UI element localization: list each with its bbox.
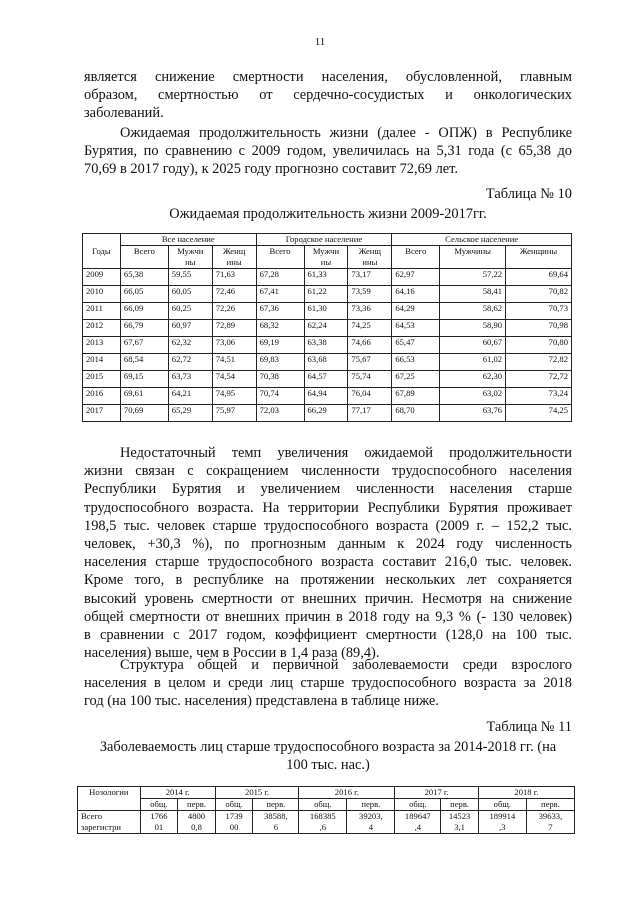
text-line: Недостаточный темп увеличения ожидаемой продолжительности — [120, 445, 572, 461]
table-row — [83, 337, 572, 354]
header-sub: перв. — [347, 799, 395, 811]
text-line: высокий уровень смертности от внешних причин. Несмотря на снижение — [84, 590, 572, 607]
header-sub: Всего — [120, 246, 168, 269]
value-cell: 67,28 — [256, 269, 304, 286]
value-cell: 66,53 — [392, 354, 440, 371]
value-cell: 74,51 — [212, 354, 256, 371]
header-year: 2016 г. — [299, 787, 395, 799]
value-cell: 61,33 — [304, 269, 348, 286]
value-cell: 189647 ,4 — [395, 811, 441, 834]
value-cell: 66,05 — [120, 286, 168, 303]
header-sub: перв. — [253, 799, 299, 811]
header-group-rural: Сельское население — [392, 234, 572, 246]
paragraph-life-expectancy — [84, 124, 572, 179]
text-line: 198,5 тыс. человек старше трудоспособного возраста (2009 г. – 152,2 тыс. — [84, 517, 572, 534]
value-cell: 75,74 — [348, 371, 392, 388]
text-line: населения в целом и среди лиц старше трудоспособного возраста за 2018 — [84, 675, 572, 692]
header-sub: перв. — [441, 799, 479, 811]
year-cell: 2010 — [83, 286, 121, 303]
value-cell: 72,03 — [256, 405, 304, 422]
text-line: Бурятия, по сравнению с 2009 годом, увеличилась на 5,31 года (с 65,38 до — [84, 143, 572, 160]
value-cell: 67,67 — [120, 337, 168, 354]
value-cell: 70,69 — [120, 405, 168, 422]
value-cell: 62,97 — [392, 269, 440, 286]
value-cell: 61,02 — [440, 354, 506, 371]
header-sub: Мужчи ны — [168, 246, 212, 269]
text-line: заболеваний. — [84, 105, 164, 122]
value-cell: 72,89 — [212, 320, 256, 337]
value-cell: 70,98 — [506, 320, 572, 337]
value-cell: 38588, 6 — [253, 811, 299, 834]
value-cell: 69,83 — [256, 354, 304, 371]
value-cell: 14523 3,1 — [441, 811, 479, 834]
table11-title: Заболеваемость лиц старше трудоспособного возраста за 2014-2018 гг. (на 100 тыс. нас.) — [99, 739, 557, 773]
value-cell: 67,36 — [256, 303, 304, 320]
table-row — [83, 286, 572, 303]
value-cell: 63,68 — [304, 354, 348, 371]
header-sub: Мужчи ны — [304, 246, 348, 269]
value-cell: 64,29 — [392, 303, 440, 320]
value-cell: 66,09 — [120, 303, 168, 320]
value-cell: 63,02 — [440, 388, 506, 405]
value-cell: 63,76 — [440, 405, 506, 422]
value-cell: 39633, 7 — [526, 811, 574, 834]
value-cell: 70,74 — [256, 388, 304, 405]
text-line: год (на 100 тыс. населения) представлена в таблице ниже. — [84, 693, 439, 710]
value-cell: 76,04 — [348, 388, 392, 405]
text-line: населения) выше, чем в России в 1,4 раза (89,4). — [84, 645, 380, 662]
year-cell: 2012 — [83, 320, 121, 337]
morbidity-table — [77, 786, 575, 834]
value-cell: 73,06 — [212, 337, 256, 354]
value-cell: 67,89 — [392, 388, 440, 405]
value-cell: 189914 ,3 — [478, 811, 526, 834]
table-row — [83, 303, 572, 320]
value-cell: 69,61 — [120, 388, 168, 405]
header-nosology: Нозологии — [78, 787, 141, 811]
value-cell: 1766 01 — [140, 811, 178, 834]
table-row — [83, 405, 572, 422]
header-year: 2014 г. — [140, 787, 215, 799]
value-cell: 68,70 — [392, 405, 440, 422]
header-sub: Женщины — [506, 246, 572, 269]
value-cell: 72,82 — [506, 354, 572, 371]
value-cell: 62,24 — [304, 320, 348, 337]
value-cell: 60,25 — [168, 303, 212, 320]
value-cell: 75,97 — [212, 405, 256, 422]
table11-number: Таблица № 11 — [486, 719, 572, 735]
year-cell: 2014 — [83, 354, 121, 371]
header-group-all: Все население — [120, 234, 256, 246]
table10-number: Таблица № 10 — [485, 186, 572, 202]
header-sub: перв. — [526, 799, 574, 811]
value-cell: 73,36 — [348, 303, 392, 320]
value-cell: 69,15 — [120, 371, 168, 388]
value-cell: 61,30 — [304, 303, 348, 320]
value-cell: 63,38 — [304, 337, 348, 354]
value-cell: 69,19 — [256, 337, 304, 354]
value-cell: 64,94 — [304, 388, 348, 405]
value-cell: 62,72 — [168, 354, 212, 371]
page-number: 11 — [314, 36, 326, 48]
value-cell: 60,05 — [168, 286, 212, 303]
value-cell: 64,16 — [392, 286, 440, 303]
value-cell: 67,25 — [392, 371, 440, 388]
header-sub: общ. — [140, 799, 178, 811]
value-cell: 72,26 — [212, 303, 256, 320]
text-line: трудоспособного возраста. На территории Республики Бурятия проживает — [84, 499, 572, 516]
value-cell: 64,57 — [304, 371, 348, 388]
text-line: в сравнении с 2017 годом, коэффициент смертности (128,0 на 100 тыс. — [84, 627, 572, 644]
value-cell: 168385 ,6 — [299, 811, 347, 834]
year-cell: 2011 — [83, 303, 121, 320]
value-cell: 68,32 — [256, 320, 304, 337]
value-cell: 72,72 — [506, 371, 572, 388]
header-sub: Мужчины — [440, 246, 506, 269]
value-cell: 60,97 — [168, 320, 212, 337]
text-line: Кроме того, в республике на протяжении нескольких лет сохраняется — [84, 572, 572, 589]
value-cell: 77,17 — [348, 405, 392, 422]
text-line: Республики Бурятия и увеличением численности населения старше — [84, 481, 572, 498]
life-expectancy-table — [82, 233, 572, 422]
value-cell: 74,95 — [212, 388, 256, 405]
value-cell: 74,25 — [348, 320, 392, 337]
value-cell: 75,67 — [348, 354, 392, 371]
header-sub: общ. — [395, 799, 441, 811]
header-sub: Женщ ины — [212, 246, 256, 269]
value-cell: 70,73 — [506, 303, 572, 320]
value-cell: 74,54 — [212, 371, 256, 388]
value-cell: 60,67 — [440, 337, 506, 354]
header-years: Годы — [83, 234, 121, 269]
header-sub: общ. — [299, 799, 347, 811]
paragraph-working-age — [84, 444, 572, 662]
year-cell: 2017 — [83, 405, 121, 422]
header-sub: Всего — [256, 246, 304, 269]
table-row — [83, 354, 572, 371]
paragraph-mortality-intro — [84, 68, 572, 123]
value-cell: 72,46 — [212, 286, 256, 303]
year-cell: 2016 — [83, 388, 121, 405]
value-cell: 66,79 — [120, 320, 168, 337]
value-cell: 66,29 — [304, 405, 348, 422]
text-line: общей смертности от внешних причин в 2018 году на 9,3 % (- 130 человек) — [84, 608, 572, 625]
header-year: 2017 г. — [395, 787, 479, 799]
value-cell: 74,66 — [348, 337, 392, 354]
value-cell: 57,22 — [440, 269, 506, 286]
text-line: Ожидаемая продолжительность жизни (далее - ОПЖ) в Республике — [120, 125, 572, 141]
value-cell: 64,53 — [392, 320, 440, 337]
year-cell: 2015 — [83, 371, 121, 388]
value-cell: 39203, 4 — [347, 811, 395, 834]
header-sub: Женщ ины — [348, 246, 392, 269]
text-line: человек, +30,3 %), по прогнозным данным к 2024 году численность — [84, 536, 572, 553]
header-sub: общ. — [478, 799, 526, 811]
header-sub: Всего — [392, 246, 440, 269]
text-line: Структура общей и первичной заболеваемости среди взрослого — [120, 657, 572, 673]
value-cell: 65,29 — [168, 405, 212, 422]
value-cell: 62,30 — [440, 371, 506, 388]
value-cell: 71,63 — [212, 269, 256, 286]
header-sub: перв. — [178, 799, 216, 811]
header-sub: общ. — [215, 799, 253, 811]
value-cell: 1739 00 — [215, 811, 253, 834]
year-cell: 2009 — [83, 269, 121, 286]
value-cell: 70,38 — [256, 371, 304, 388]
value-cell: 73,17 — [348, 269, 392, 286]
value-cell: 68,54 — [120, 354, 168, 371]
value-cell: 65,47 — [392, 337, 440, 354]
value-cell: 73,24 — [506, 388, 572, 405]
year-cell: 2013 — [83, 337, 121, 354]
value-cell: 73,59 — [348, 286, 392, 303]
table-row — [83, 269, 572, 286]
table-row — [83, 388, 572, 405]
value-cell: 59,55 — [168, 269, 212, 286]
header-year: 2018 г. — [478, 787, 574, 799]
value-cell: 4800 0,8 — [178, 811, 216, 834]
table10-title: Ожидаемая продолжительность жизни 2009-2017гг. — [169, 206, 487, 222]
paragraph-morbidity-intro — [84, 656, 572, 711]
value-cell: 58,62 — [440, 303, 506, 320]
value-cell: 65,38 — [120, 269, 168, 286]
value-cell: 67,41 — [256, 286, 304, 303]
text-line: образом, смертностью от сердечно-сосудистых и онкологических — [84, 87, 572, 104]
header-year: 2015 г. — [215, 787, 299, 799]
value-cell: 63,73 — [168, 371, 212, 388]
table-row — [83, 320, 572, 337]
text-line: жизни связан с сокращением численности трудоспособного населения — [84, 463, 572, 480]
text-line: является снижение смертности населения, обусловленной, главным — [84, 69, 572, 85]
value-cell: 74,25 — [506, 405, 572, 422]
value-cell: 64,21 — [168, 388, 212, 405]
text-line: 70,69 в 2017 году), к 2025 году прогнозно составит 72,69 лет. — [84, 161, 458, 178]
value-cell: 62,32 — [168, 337, 212, 354]
value-cell: 61,22 — [304, 286, 348, 303]
table-row — [83, 371, 572, 388]
row-label: Всего зарегистри — [78, 811, 141, 834]
value-cell: 70,80 — [506, 337, 572, 354]
value-cell: 69,64 — [506, 269, 572, 286]
value-cell: 70,82 — [506, 286, 572, 303]
value-cell: 58,41 — [440, 286, 506, 303]
value-cell: 58,90 — [440, 320, 506, 337]
header-group-city: Городское население — [256, 234, 392, 246]
text-line: населения старше трудоспособного возраста составит 216,0 тыс. человек. — [84, 554, 572, 571]
